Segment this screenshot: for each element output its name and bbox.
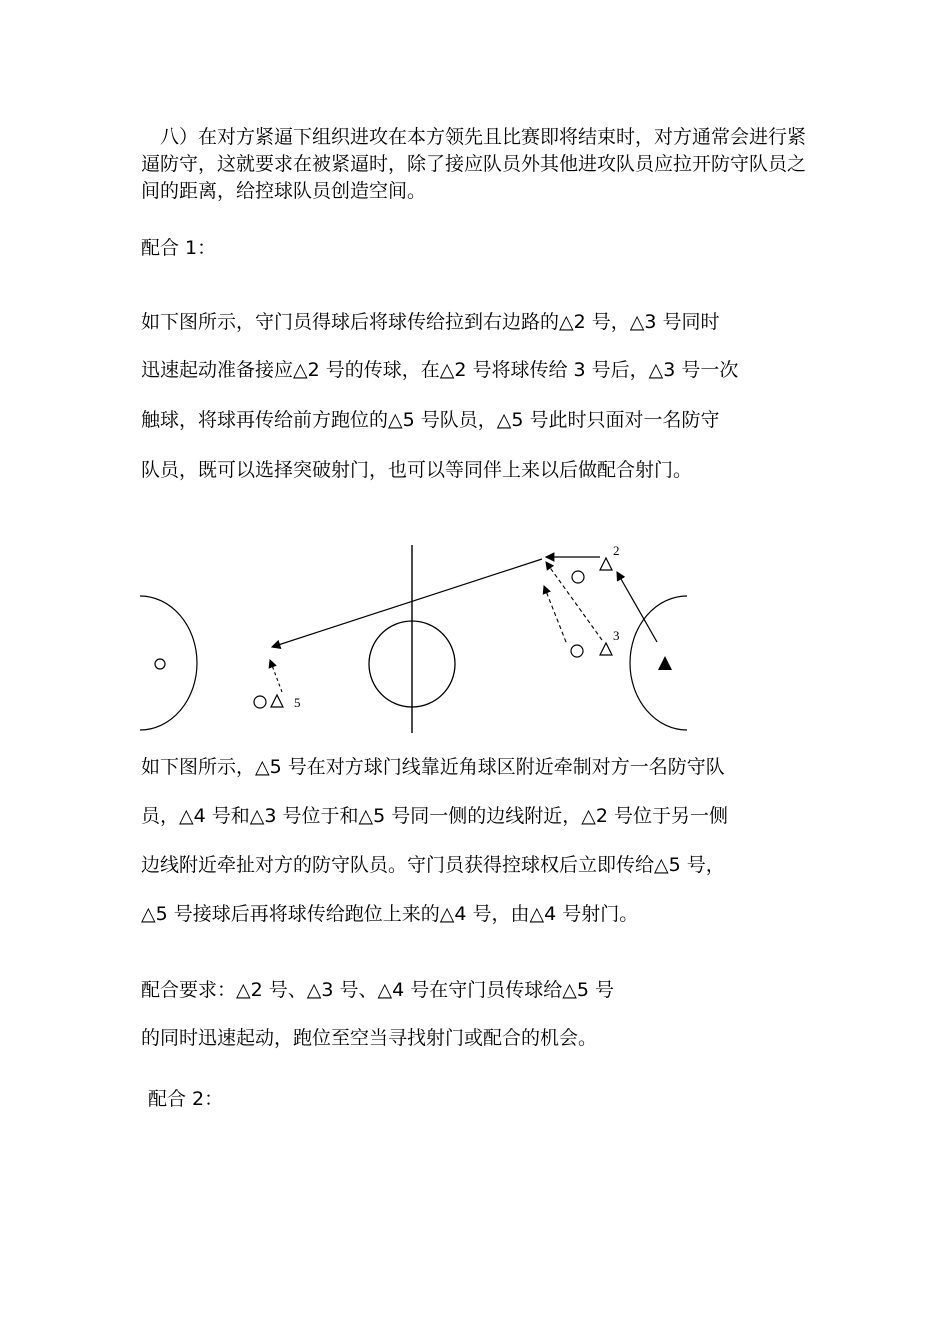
defender-near-3 (571, 645, 583, 657)
combo1-heading: 配合 1： (141, 237, 217, 259)
run-arrow-3-b (544, 586, 566, 642)
tactics-diagram (140, 540, 700, 740)
defender-near-2 (572, 571, 584, 583)
combo1b-line-2: 员，△4 号和△3 号位于和△5 号同一侧的边线附近，△2 号位于另一侧 (141, 805, 728, 827)
player-5-label: 5 (294, 695, 301, 710)
combo1-line-1: 如下图所示，守门员得球后将球传给拉到右边路的△2 号，△3 号同时 (141, 311, 720, 333)
left-goal-arc (140, 596, 197, 730)
run-arrow-3-a (546, 562, 602, 640)
player-2-triangle (600, 558, 612, 570)
combo1-line-3: 触球，将球再传给前方跑位的△5 号队员，△5 号此时只面对一名防守 (141, 409, 720, 431)
player-3-label: 3 (613, 628, 620, 643)
combo2-heading: 配合 2： (148, 1088, 224, 1110)
requirement-line-1: 配合要求：△2 号、△3 号、△4 号在守门员传球给△5 号 (141, 979, 614, 1001)
right-goal-arc (630, 596, 687, 730)
combo1-line-2: 迅速起动准备接应△2 号的传球，在△2 号将球传给 3 号后，△3 号一次 (141, 359, 739, 381)
goalkeeper-marker (658, 656, 672, 670)
pass-arrow-3-to-5 (272, 559, 542, 647)
section-intro-paragraph: 八）在对方紧逼下组织进攻在本方领先且比赛即将结束时，对方通常会进行紧逼防守，这就要求在被紧逼时，除了接应队员外其他进攻队员应拉开防守队员之间的距离，给控球队员创造空间。 (141, 126, 807, 202)
combo1b-line-4: △5 号接球后再将球传给跑位上来的△4 号，由△4 号射门。 (141, 903, 639, 925)
combo1b-line-1: 如下图所示，△5 号在对方球门线靠近角球区附近牵制对方一名防守队 (141, 756, 725, 778)
player-3-triangle (600, 643, 612, 655)
requirement-line-2: 的同时迅速起动，跑位至空当寻找射门或配合的机会。 (141, 1027, 598, 1049)
player-5-triangle (271, 695, 283, 707)
combo1-line-4: 队员，既可以选择突破射门，也可以等同伴上来以后做配合射门。 (141, 459, 693, 481)
combo1b-line-3: 边线附近牵扯对方的防守队员。守门员获得控球权后立即传给△5 号， (141, 854, 725, 876)
run-arrow-5 (270, 660, 282, 692)
player-2-label: 2 (613, 543, 620, 558)
defender-near-5 (254, 696, 266, 708)
tactics-diagram-svg (140, 540, 700, 740)
left-defender-marker (155, 659, 165, 669)
